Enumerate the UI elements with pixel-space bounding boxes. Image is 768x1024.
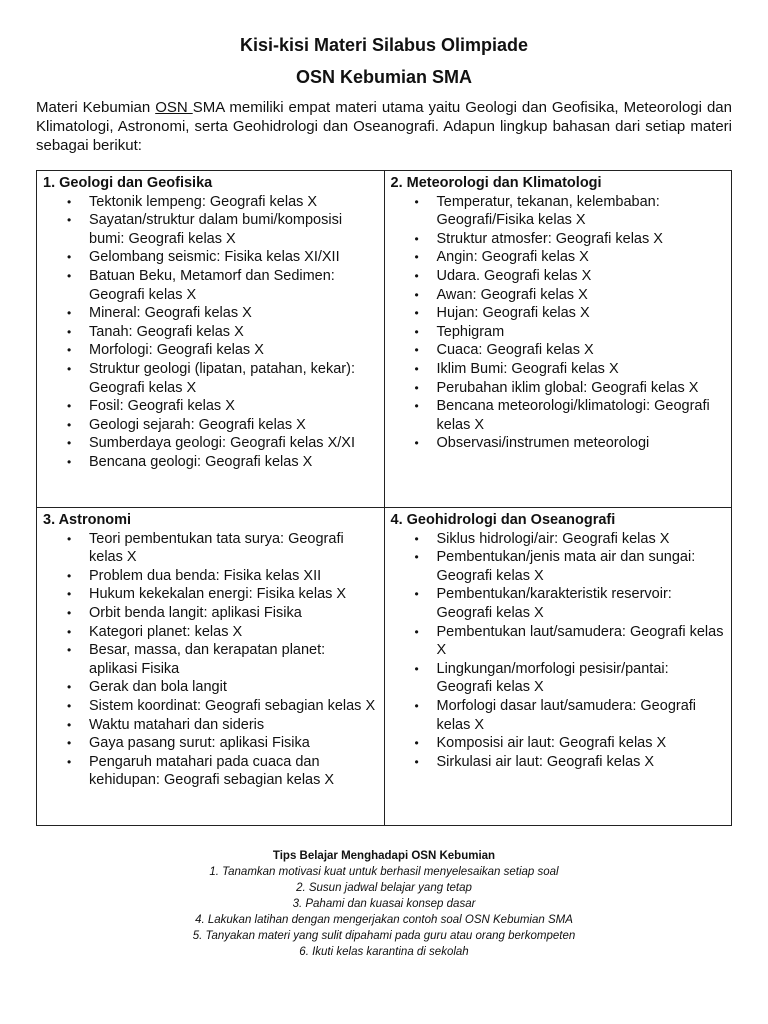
list-item: • Siklus hidrologi/air: Geografi kelas X	[437, 530, 726, 549]
syllabus-table	[36, 170, 732, 826]
list-item: • Pembentukan/karakteristik reservoir: Geografi kelas X	[437, 585, 726, 622]
tip-item: 1. Tanamkan motivasi kuat untuk berhasil menyelesaikan setiap soal	[209, 866, 559, 878]
list-item: • Lingkungan/morfologi pesisir/pantai: Geografi kelas X	[437, 660, 726, 697]
list-item: • Waktu matahari dan sideris	[89, 716, 378, 735]
list-item: • Orbit benda langit: aplikasi Fisika	[89, 604, 378, 623]
list-item: • Batuan Beku, Metamorf dan Sedimen: Geografi kelas X	[89, 267, 378, 304]
section-title: 4. Geohidrologi dan Oseanografi	[390, 512, 616, 528]
intro-text-before: Materi Kebumian	[36, 99, 156, 116]
intro-text-after: SMA memiliki empat materi utama yaitu Geologi dan Geofisika, Meteorologi dan Klimatologi, Astronomi, serta Geohidrologi dan Oseanografi. Adapun lingkup bahasan dari setiap materi sebagai berikut:	[36, 99, 732, 154]
list-item: • Besar, massa, dan kerapatan planet: aplikasi Fisika	[89, 641, 378, 678]
list-item: • Bencana meteorologi/klimatologi: Geografi kelas X	[437, 397, 726, 434]
list-item: • Morfologi dasar laut/samudera: Geografi kelas X	[437, 697, 726, 734]
section-title: 1. Geologi dan Geofisika	[43, 175, 213, 191]
list-item: • Sayatan/struktur dalam bumi/komposisi bumi: Geografi kelas X	[89, 211, 378, 248]
list-item: • Udara. Geografi kelas X	[437, 267, 726, 286]
list-item: • Struktur geologi (lipatan, patahan, kekar): Geografi kelas X	[89, 360, 378, 397]
document-title: Kisi-kisi Materi Silabus Olimpiade	[239, 35, 529, 55]
list-item: • Pembentukan/jenis mata air dan sungai: Geografi kelas X	[437, 548, 726, 585]
tip-item: 5. Tanyakan materi yang sulit dipahami pada guru atau orang berkompeten	[192, 930, 576, 942]
tip-item: 4. Lakukan latihan dengan mengerjakan contoh soal OSN Kebumian SMA	[195, 914, 573, 926]
list-item: • Gaya pasang surut: aplikasi Fisika	[89, 734, 378, 753]
tip-item: 6. Ikuti kelas karantina di sekolah	[299, 946, 469, 958]
list-item: • Problem dua benda: Fisika kelas XII	[89, 567, 378, 586]
list-item: • Hukum kekekalan energi: Fisika kelas X	[89, 585, 378, 604]
section-cell-meteorologi	[384, 171, 732, 508]
section-cell-astronomi	[37, 508, 385, 826]
list-item: • Tanah: Geografi kelas X	[89, 323, 378, 342]
list-item: • Mineral: Geografi kelas X	[89, 304, 378, 323]
list-item: • Pengaruh matahari pada cuaca dan kehidupan: Geografi sebagian kelas X	[89, 753, 378, 790]
list-item: • Gelombang seismic: Fisika kelas XI/XII	[89, 248, 378, 267]
section-title: 2. Meteorologi dan Klimatologi	[390, 175, 602, 191]
list-item: • Teori pembentukan tata surya: Geografi kelas X	[89, 530, 378, 567]
list-item: • Observasi/instrumen meteorologi	[437, 434, 726, 453]
list-item: • Sirkulasi air laut: Geografi kelas X	[437, 753, 726, 772]
intro-underlined-term: OSN	[155, 99, 193, 116]
list-item: • Komposisi air laut: Geografi kelas X	[437, 734, 726, 753]
list-item: • Geologi sejarah: Geografi kelas X	[89, 416, 378, 435]
list-item: • Cuaca: Geografi kelas X	[437, 341, 726, 360]
list-item: • Bencana geologi: Geografi kelas X	[89, 453, 378, 472]
tips-title: Tips Belajar Menghadapi OSN Kebumian	[272, 850, 496, 862]
document-page	[36, 30, 732, 960]
tips-list	[36, 864, 732, 960]
list-item: • Tektonik lempeng: Geografi kelas X	[89, 193, 378, 212]
list-item: • Hujan: Geografi kelas X	[437, 304, 726, 323]
tip-item: 2. Susun jadwal belajar yang tetap	[296, 882, 472, 894]
section-cell-geologi	[37, 171, 385, 508]
list-item: • Awan: Geografi kelas X	[437, 286, 726, 305]
syllabus-table-row	[37, 171, 732, 508]
list-item: • Sumberdaya geologi: Geografi kelas X/XI	[89, 434, 378, 453]
intro-paragraph	[36, 98, 732, 155]
section-item-list	[43, 530, 378, 790]
list-item: • Iklim Bumi: Geografi kelas X	[437, 360, 726, 379]
list-item: • Struktur atmosfer: Geografi kelas X	[437, 230, 726, 249]
tip-item: 3. Pahami dan kuasai konsep dasar	[292, 898, 476, 910]
list-item: • Sistem koordinat: Geografi sebagian kelas X	[89, 697, 378, 716]
tips-section	[36, 848, 732, 960]
list-item: • Morfologi: Geografi kelas X	[89, 341, 378, 360]
list-item: • Angin: Geografi kelas X	[437, 248, 726, 267]
list-item: • Pembentukan laut/samudera: Geografi kelas X	[437, 623, 726, 660]
list-item: • Kategori planet: kelas X	[89, 623, 378, 642]
list-item: • Perubahan iklim global: Geografi kelas X	[437, 379, 726, 398]
section-item-list	[43, 193, 378, 472]
document-subtitle: OSN Kebumian SMA	[295, 67, 473, 87]
section-item-list	[391, 193, 726, 453]
list-item: • Tephigram	[437, 323, 726, 342]
syllabus-table-row	[37, 508, 732, 826]
section-item-list	[391, 530, 726, 772]
list-item: • Gerak dan bola langit	[89, 678, 378, 697]
section-title: 3. Astronomi	[43, 512, 132, 528]
section-cell-geohidrologi	[384, 508, 732, 826]
list-item: • Temperatur, tekanan, kelembaban: Geografi/Fisika kelas X	[437, 193, 726, 230]
list-item: • Fosil: Geografi kelas X	[89, 397, 378, 416]
